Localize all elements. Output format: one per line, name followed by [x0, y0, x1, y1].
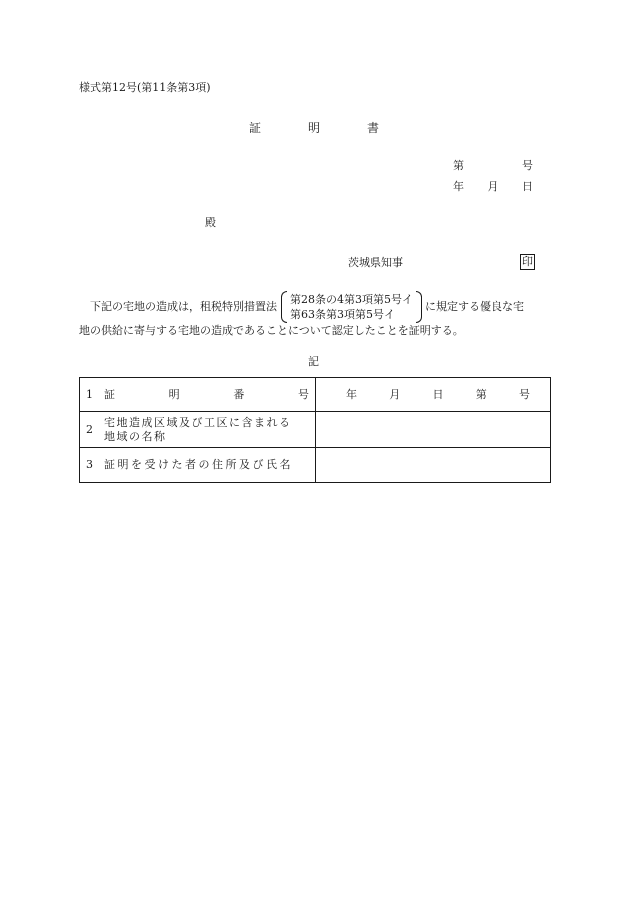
certificate-date-number: [322, 388, 544, 401]
recipient-label-cell: [80, 448, 316, 483]
row-index: 2: [86, 422, 93, 436]
date-year: 年: [453, 180, 464, 193]
date-char: 号: [519, 387, 530, 401]
form-number: 様式第12号(第11条第3項): [79, 81, 211, 94]
recipient-value-cell[interactable]: [316, 448, 551, 483]
law-option-1: 第28条の4第3項第5号イ: [290, 293, 413, 306]
law-article-options: [290, 292, 413, 322]
label-line: 宅地造成区域及び工区に含まれる: [104, 415, 292, 429]
table-row: [80, 412, 551, 448]
certificate-details-table: [79, 377, 551, 483]
title-char: 証: [249, 121, 262, 135]
body-text-line-2: 地の供給に寄与する宅地の造成であることについて認定したことを証明する。: [79, 324, 464, 337]
row-index: 1: [86, 387, 93, 401]
recipient-label: 証明を受けた者の住所及び氏名: [104, 458, 293, 472]
table-row: [80, 378, 551, 412]
right-brace: [416, 291, 422, 323]
ki-heading: 記: [308, 355, 319, 368]
date-char: 第: [475, 387, 487, 401]
date-day: 日: [522, 180, 533, 193]
addressee-honorific: 殿: [205, 216, 216, 229]
certificate-number-label-cell: [80, 378, 316, 412]
area-name-label-cell: [80, 412, 316, 448]
label-char: 号: [297, 387, 309, 401]
area-name-value-cell[interactable]: [316, 412, 551, 448]
label-char: 番: [233, 387, 245, 401]
law-option-2: 第63条第3項第5号イ: [290, 308, 395, 321]
label-line: 地域の名称: [104, 429, 167, 443]
body-text-line-1: [90, 290, 524, 324]
left-brace: [281, 291, 287, 323]
label-char: 証: [104, 387, 115, 401]
body-lead: 下記の宅地の造成は，租税特別措置法: [90, 300, 277, 314]
seal-mark: 印: [522, 255, 533, 268]
label-char: 明: [168, 387, 180, 401]
date-char: 日: [432, 387, 444, 401]
row-index: 3: [86, 458, 93, 472]
certificate-number-line: [453, 159, 533, 172]
certificate-number-label: [104, 388, 309, 401]
title-char: 明: [307, 121, 320, 135]
number-suffix: 号: [522, 159, 533, 172]
body-after-brace: に規定する優良な宅: [425, 300, 524, 314]
table-row: [80, 448, 551, 483]
date-month: 月: [487, 180, 499, 193]
issuer-name: 茨城県知事: [348, 256, 403, 269]
date-char: 月: [389, 387, 401, 401]
number-prefix: 第: [453, 159, 464, 172]
title-char: 書: [366, 121, 379, 135]
issue-date-line: [453, 180, 533, 193]
certificate-number-value-cell[interactable]: [316, 378, 551, 412]
document-title: [249, 121, 379, 135]
area-name-label: [104, 416, 292, 444]
date-char: 年: [346, 387, 357, 401]
